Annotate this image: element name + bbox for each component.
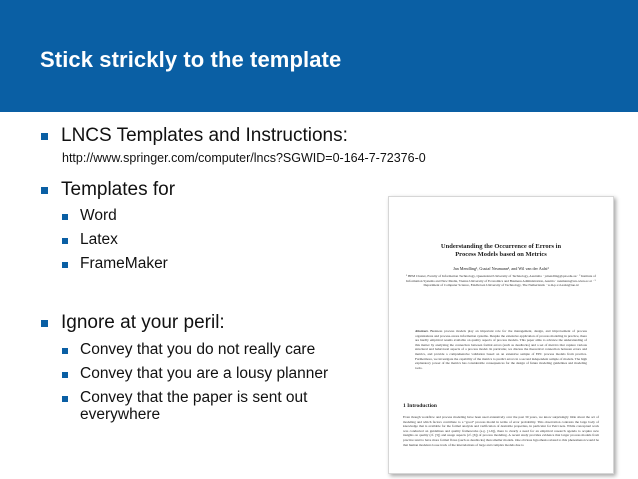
bullet-lncs-heading: LNCS Templates and Instructions: — [61, 125, 348, 146]
bullet-templates-heading: Templates for — [61, 179, 176, 200]
sub-bullet-care: Convey that you do not really care — [80, 341, 316, 358]
sub-bullet-square-icon — [62, 372, 68, 378]
sub-bullet-square-icon — [62, 238, 68, 244]
paper-section-heading: 1 Introduction — [403, 403, 437, 409]
paper-title — [389, 243, 613, 259]
sub-bullet-planner: Convey that you are a lousy planner — [80, 365, 329, 382]
paper-abstract-text: Business process models play an important role for the management, design, and improvement of process organizations and process-aware information systems. Despite the extensive application of process modeling in practice, there are hardly empirical results available on quality aspects of process models. This paper aims to advance the understanding of this matter by analyzing the connection between formal errors (such as deadlocks) and a set of metrics that capture various structural and behavioral aspects of a process model. In particular, we discuss the theoretical connection between errors and metrics, and provide a comprehensive validation based on an extensive sample of EPC process models from practice. Furthermore, we investigate the capability of the metrics to predict errors in a second independent sample of models. The high explanatory power of the metrics has considerable consequences for the design of future modeling guidelines and modeling tools. — [415, 329, 587, 370]
paper-abstract-label: Abstract. — [415, 329, 429, 333]
paper-abstract — [415, 329, 587, 370]
paper-thumbnail — [388, 196, 614, 474]
lncs-url-link[interactable]: http://www.springer.com/computer/lncs?SGWID=0-164-7-72376-0 — [62, 151, 426, 165]
sub-bullet-square-icon — [62, 348, 68, 354]
sub-bullet-square-icon — [62, 262, 68, 268]
paper-title-line2: Process Models based on Metrics — [455, 251, 547, 258]
sub-bullet-square-icon — [62, 396, 68, 402]
sub-bullet-sent-out-continued: everywhere — [80, 406, 161, 423]
bullet-square-icon — [41, 320, 48, 327]
paper-authors: Jan Mendling¹, Gustaf Neumann², and Wil van der Aalst³ — [453, 266, 549, 271]
paper-body-text: Even though workflow and process modeling have been used extensively over the past 30 years, we know surprisingly little about the act of modeling and which factors contribute to a "good" process model in terms of error probability. This observation contrasts the large body of knowledge that is available for the formal analysis and verification of desirable properties, in particular for Petri nets. While conceptual work was conducted on guidelines and quality frameworks (e.g. [1-6]), there is clearly a need for an empirical research agenda to acquire new insights on quality (cf. [5]) and usage aspects (cf. [6]) of process modeling. A recent study provides evidence that larger process models from practice tend to have more formal flaws (such as deadlocks) than smaller models. One obvious hypothesis related to this phenomenon would be that human modelers loose track of the interrelations of large and complex models due to — [403, 415, 599, 447]
bullet-square-icon — [41, 133, 48, 140]
paper-title-line1: Understanding the Occurrence of Errors in — [440, 243, 562, 250]
slide-title: Stick strickly to the template — [40, 47, 342, 72]
sub-bullet-square-icon — [62, 214, 68, 220]
bullet-square-icon — [41, 187, 48, 194]
sub-bullet-sent-out: Convey that the paper is sent out — [80, 389, 308, 406]
sub-bullet-latex: Latex — [80, 231, 118, 248]
paper-affiliations: ¹ BPM Cluster, Faculty of Information Technology, Queensland University of Technology, Australia · j.mendling@qut.edu.au · ² Institute of Information Systems and New Media, Vienna University of Economics and Business Administration, Austria · neumann@wu-wien.ac.at · ³ Department of Computer Science, Eindhoven University of Technology, The Netherlands · w.m.p.v.d.aalst@tue.nl — [406, 274, 596, 288]
sub-bullet-framemaker: FrameMaker — [80, 255, 168, 272]
sub-bullet-word: Word — [80, 207, 117, 224]
bullet-peril-heading: Ignore at your peril: — [61, 312, 225, 333]
